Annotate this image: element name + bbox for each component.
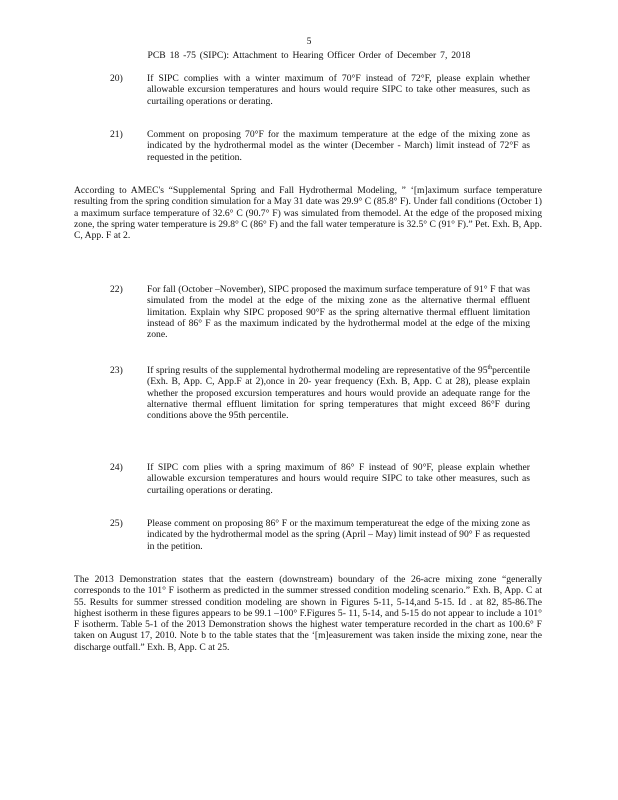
item-text: If SIPC complies with a winter maximum of 70°F instead of 72°F, please explain whether allowable excursion temperatures and hours would require SIPC to take other measures, such as curtailing operations or derating. xyxy=(147,73,530,107)
question-item-21 xyxy=(110,129,530,163)
item-text: If SIPC com plies with a spring maximum of 86° F instead of 90°F, please explain whether allowable excursion temperatures and hours would require SIPC to take other measures, such as curtailing operations or derating. xyxy=(147,462,530,496)
amec-paragraph: According to AMEC's “Supplemental Spring and Fall Hydrothermal Modeling, ” ‘[m]aximum surface temperature resulting from the spring condition simulation for a May 31 date was 29.9° C (85.8° F). Under fall conditions (October 1) a maximum surface temperature of 32.6° C (90.7° F) was simulated from themodel. At the edge of the proposed mixing zone, the spring water temperature is 29.8° C (86° F) and the fall water temperature is 32.5° C (91° F).” Pet. Exh. B, App. C, App. F at 2. xyxy=(74,185,542,242)
question-item-24 xyxy=(110,462,530,496)
item-number: 25) xyxy=(110,518,123,529)
item-number: 23) xyxy=(110,365,123,376)
item-text-part: If spring results of the supplemental hydrothermal modeling are representative of the 95 xyxy=(147,365,488,376)
question-item-23 xyxy=(110,365,530,421)
question-item-20 xyxy=(110,73,530,107)
item-number: 24) xyxy=(110,462,123,473)
item-number: 22) xyxy=(110,284,123,295)
question-item-22 xyxy=(110,284,530,340)
item-text-part: percentile (Exh. B, App. C, App.F at 2),once in 20- year frequency (Exh. B, App. C at 28), please explain whether the proposed excursion temperatures and hours would provide an adequate range for the alternative thermal effluent limitation for spring temperatures that might exceed 86°F during conditions above the 95th percentile. xyxy=(147,365,530,422)
item-text xyxy=(147,365,530,421)
item-number: 20) xyxy=(110,73,123,84)
item-text: Please comment on proposing 86° F or the maximum temperatureat the edge of the mixing zone as indicated by the hydrothermal model as the spring (April – May) limit instead of 90° F as requested in the petition. xyxy=(147,518,530,552)
item-text: For fall (October –November), SIPC proposed the maximum surface temperature of 91° F that was simulated from the model at the edge of the mixing zone as the alternative thermal effluent limitation. Explain why SIPC proposed 90°F as the spring alternative thermal effluent limitation instead of 86° F as the maximum indicated by the hydrothermal model at the edge of the mixing zone. xyxy=(147,284,530,341)
item-number: 21) xyxy=(110,129,123,140)
page-number: 5 xyxy=(306,36,312,47)
demonstration-paragraph: The 2013 Demonstration states that the eastern (downstream) boundary of the 26-acre mixing zone “generally corresponds to the 101° F isotherm as predicted in the summer stressed condition modeling scenario.” Exh. B, App. C at 55. Results for summer stressed condition modeling are shown in Figures 5-11, 5-14,and 5-15. Id . at 82, 85-86.The highest isotherm in these figures appears to be 99.1 –100° F.Figures 5- 11, 5-14, and 5-15 do not appear to include a 101° F isotherm. Table 5-1 of the 2013 Demonstration shows the highest water temperature recorded in the chart as 100.6° F taken on August 17, 2010. Note b to the table states that the ‘[m]easurement was taken inside the mixing zone, near the discharge outfall.” Exh. B, App. C at 25. xyxy=(74,574,542,653)
ordinal-superscript: th xyxy=(487,365,493,371)
question-item-25 xyxy=(110,518,530,552)
item-text: Comment on proposing 70°F for the maximum temperature at the edge of the mixing zone as indicated by the hydrothermal model as the winter (December - March) limit instead of 72°F as requested in the petition. xyxy=(147,129,530,163)
document-header: PCB 18 -75 (SIPC): Attachment to Hearing Officer Order of December 7, 2018 xyxy=(147,50,471,61)
